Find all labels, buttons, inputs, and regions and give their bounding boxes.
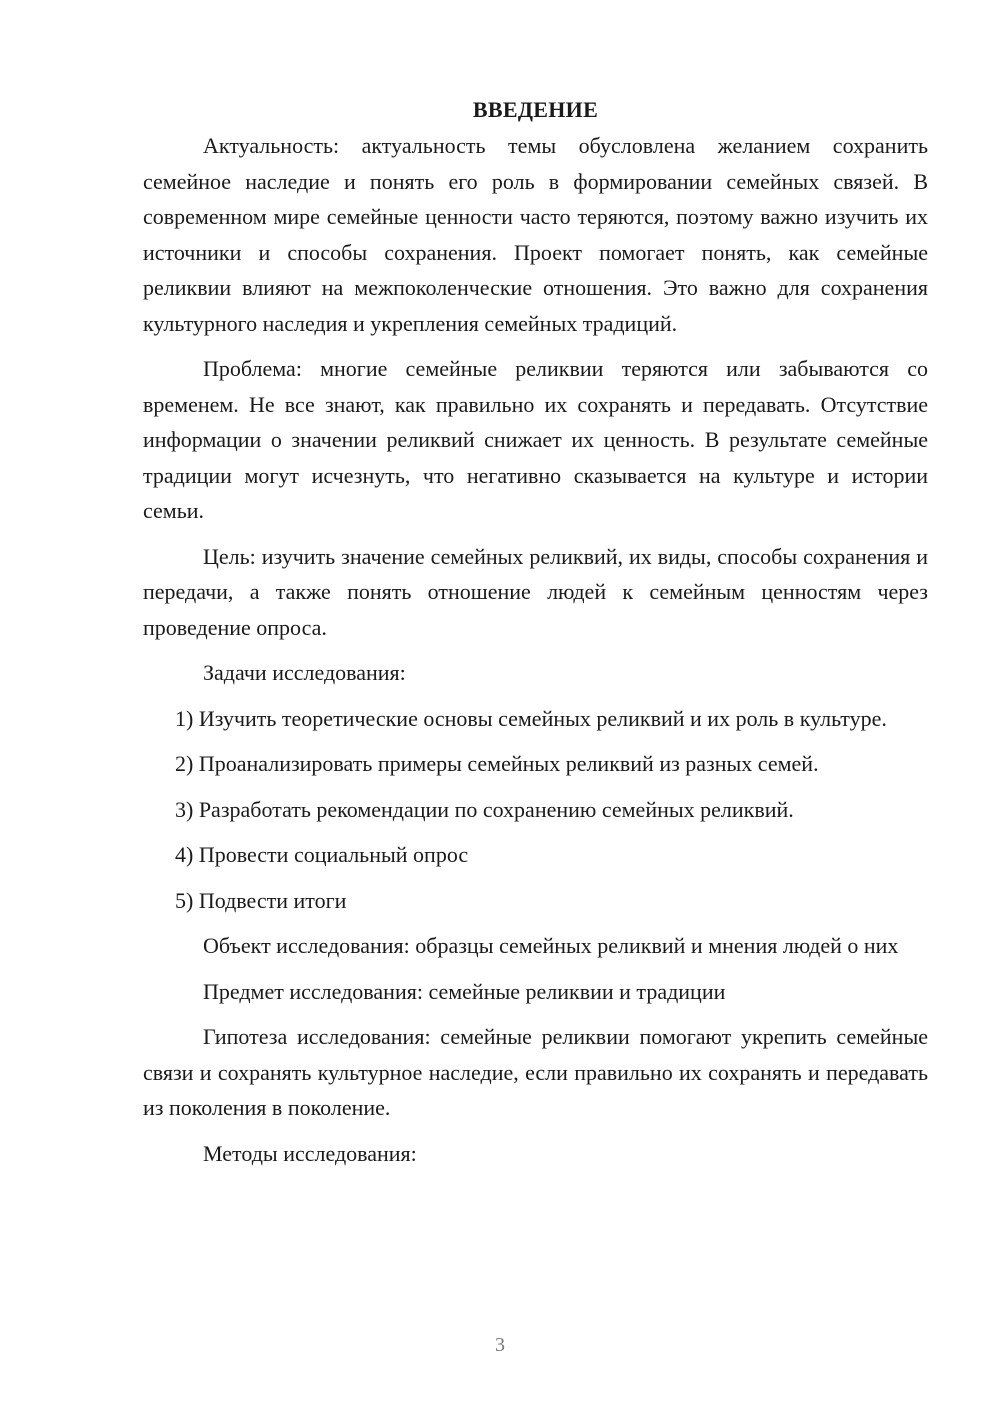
subject-paragraph: Предмет исследования: семейные реликвии и традиции (203, 978, 726, 1004)
hypothesis-paragraph: Гипотеза исследования: семейные реликвии помогают укрепить семейные связи и сохранять культурное наследие, если правильно их сохранять и передавать из поколения в поколение. (143, 1024, 928, 1120)
goal-paragraph: Цель: изучить значение семейных реликвий, их виды, способы сохранения и передачи, а также понять отношение людей к семейным ценностям через проведение опроса. (143, 543, 928, 640)
task-item-3: 3) Разработать рекомендации по сохранению семейных реликвий. (175, 796, 794, 822)
section-heading: ВВЕДЕНИЕ (472, 97, 599, 122)
document-page (143, 92, 928, 1181)
object-paragraph: Объект исследования: образцы семейных реликвий и мнения людей о них (203, 933, 899, 958)
task-item-1: 1) Изучить теоретические основы семейных реликвий и их роль в культуре. (175, 705, 887, 731)
relevance-paragraph: Актуальность: актуальность темы обусловлена желанием сохранить семейное наследие и понять его роль в формировании семейных связей. В современном мире семейные ценности часто теряются, поэтому важно изучить их источники и способы сохранения. Проект помогает понять, как семейные реликвии влияют на межпоколенческие отношения. Это важно для сохранения культурного наследия и укрепления семейных традиций. (143, 133, 928, 336)
methods-heading: Методы исследования: (203, 1140, 417, 1166)
task-item-4: 4) Провести социальный опрос (175, 842, 469, 867)
page-number: 3 (495, 1334, 505, 1356)
task-item-5: 5) Подвести итоги (175, 887, 347, 913)
problem-paragraph: Проблема: многие семейные реликвии теряются или забываются со временем. Не все знают, как правильно их сохранять и передавать. Отсутствие информации о значении реликвий снижает их ценность. В результате семейные традиции могут исчезнуть, что негативно сказывается на культуре и истории семьи. (143, 356, 928, 523)
task-item-2: 2) Проанализировать примеры семейных реликвий из разных семей. (175, 751, 819, 776)
tasks-heading: Задачи исследования: (203, 660, 406, 685)
